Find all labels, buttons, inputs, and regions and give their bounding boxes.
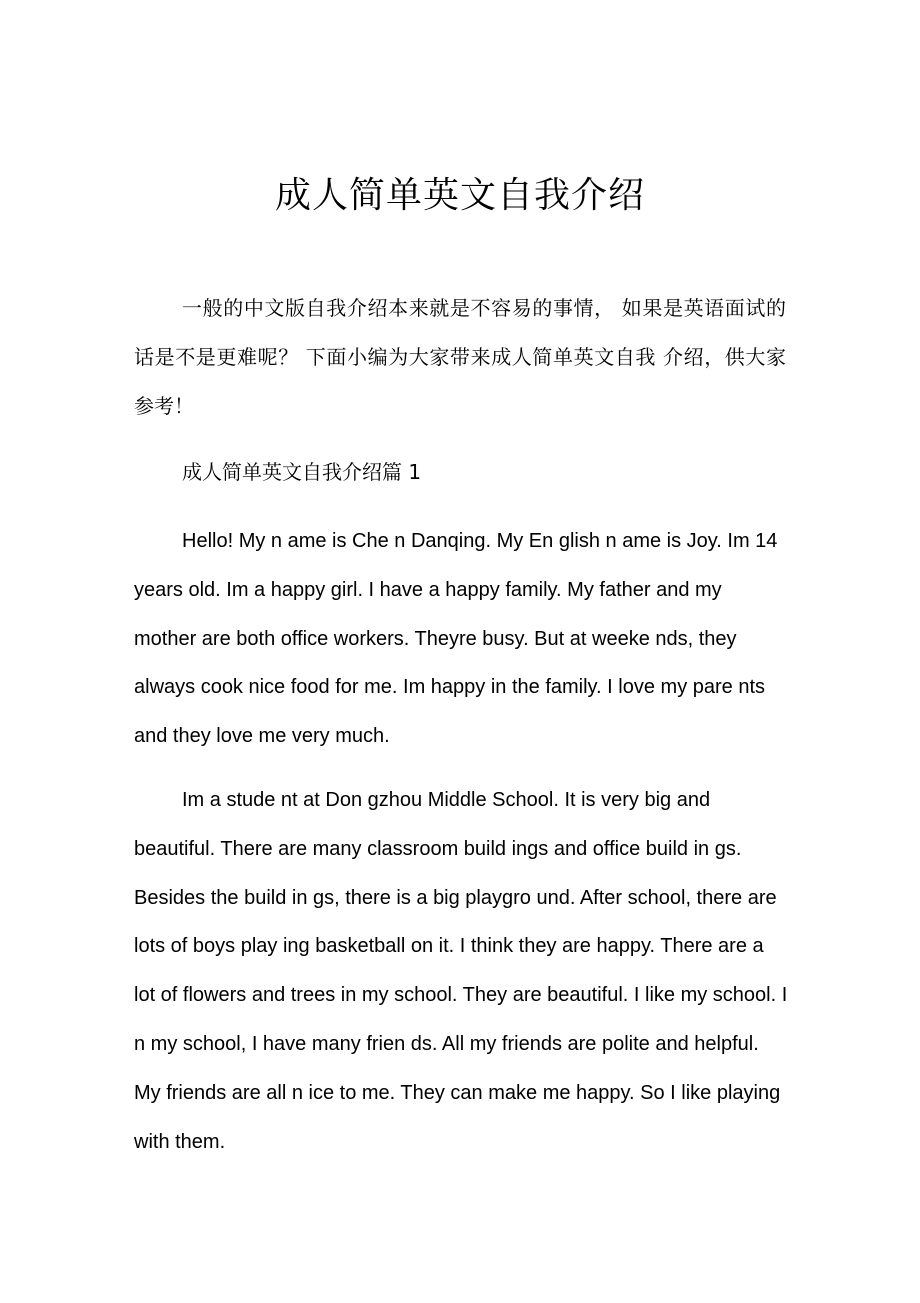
document-title: 成人简单英文自我介绍 — [274, 175, 645, 216]
intro-paragraph: 一般的中文版自我介绍本来就是不容易的事情， 如果是英语面试的话是不是更难呢？ 下面小编为大家带来成人简单英文自我 介绍，供大家参考！ — [134, 296, 786, 418]
section-heading: 成人简单英文自我介绍篇 1 — [182, 460, 422, 484]
body-paragraph-2: Im a stude nt at Don gzhou Middle School. It is very big and beautiful. There are many classroom build ings and office build in gs. Besides the build in gs, there is a big playgro und. After school, there are lots of boys play ing basketball on it. I think they are happy. There are a lot of flowers and trees in my school. They are beautiful. I like my school. I n my school, I have many frien ds. All my friends are polite and helpful. My friends are all n ice to me. They can make me happy. So I like playing with them. — [134, 789, 788, 1153]
body-paragraph-1: Hello! My n ame is Che n Danqing. My En glish n ame is Joy. Im 14 years old. Im a happy girl. I have a happy family. My father and my mother are both office workers. Theyre busy. But at weeke nds, they always cook nice food for me. Im happy in the family. I love my pare nts and they love me very much. — [134, 530, 778, 748]
